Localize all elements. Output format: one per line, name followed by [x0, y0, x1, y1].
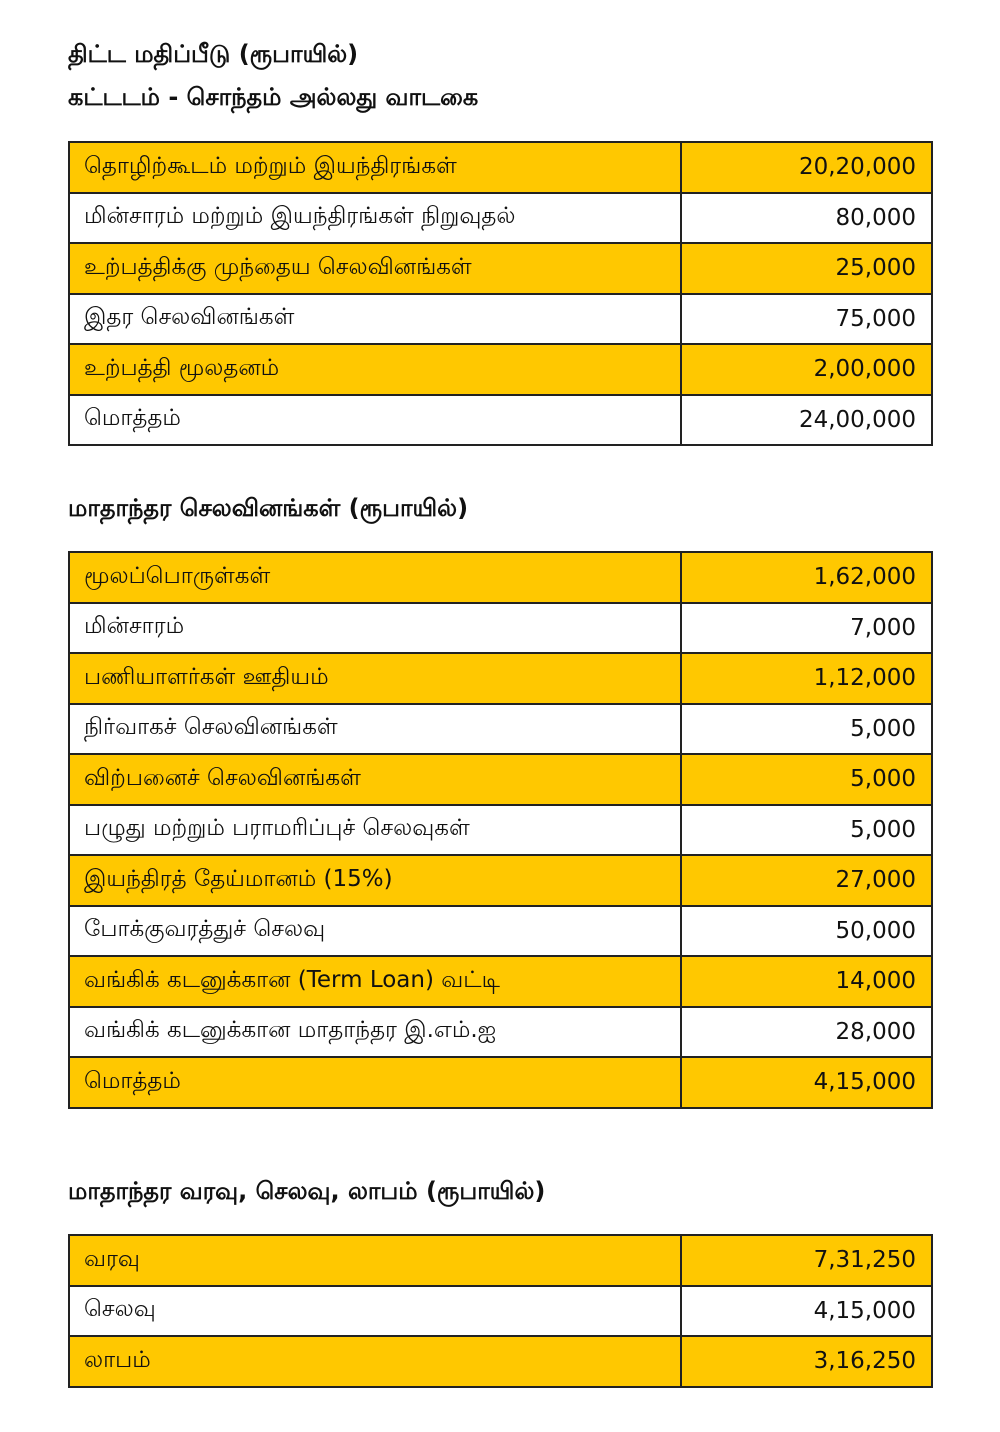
monthly-summary-title: மாதாந்தர வரவு, செலவு, லாபம் (ரூபாயில்) — [68, 1177, 546, 1205]
row-label: விற்பனைச் செலவினங்கள் — [69, 754, 681, 805]
row-label: மின்சாரம் — [69, 603, 681, 654]
row-label: மூலப்பொருள்கள் — [69, 552, 681, 603]
row-amount: 1,12,000 — [681, 653, 932, 704]
page-title: திட்ட மதிப்பீடு (ரூபாயில்) — [68, 40, 359, 68]
table-row — [69, 344, 932, 395]
table-row — [69, 906, 932, 957]
project-estimate-table — [68, 141, 933, 446]
row-amount: 5,000 — [681, 754, 932, 805]
row-label: தொழிற்கூடம் மற்றும் இயந்திரங்கள் — [69, 142, 681, 193]
row-label: வங்கிக் கடனுக்கான மாதாந்தர இ.எம்.ஐ — [69, 1007, 681, 1058]
row-amount: 5,000 — [681, 704, 932, 755]
row-amount: 80,000 — [681, 193, 932, 244]
row-amount: 25,000 — [681, 243, 932, 294]
row-label: உற்பத்தி மூலதனம் — [69, 344, 681, 395]
income-row — [69, 1235, 932, 1286]
row-label: வரவு — [69, 1235, 681, 1286]
table-row — [69, 855, 932, 906]
total-amount: 24,00,000 — [681, 395, 932, 446]
monthly-expenses-title: மாதாந்தர செலவினங்கள் (ரூபாயில்) — [68, 494, 469, 522]
table-row — [69, 1007, 932, 1058]
total-amount: 4,15,000 — [681, 1057, 932, 1108]
row-label: மின்சாரம் மற்றும் இயந்திரங்கள் நிறுவுதல் — [69, 193, 681, 244]
table-row — [69, 294, 932, 345]
row-amount: 50,000 — [681, 906, 932, 957]
row-amount: 20,20,000 — [681, 142, 932, 193]
table-row — [69, 805, 932, 856]
row-amount: 27,000 — [681, 855, 932, 906]
row-label: போக்குவரத்துச் செலவு — [69, 906, 681, 957]
table-row — [69, 704, 932, 755]
row-amount: 75,000 — [681, 294, 932, 345]
row-amount: 2,00,000 — [681, 344, 932, 395]
table-row — [69, 552, 932, 603]
row-label: நிர்வாகச் செலவினங்கள் — [69, 704, 681, 755]
row-amount: 28,000 — [681, 1007, 932, 1058]
total-row — [69, 1057, 932, 1108]
row-amount: 7,31,250 — [681, 1235, 932, 1286]
row-label: லாபம் — [69, 1336, 681, 1387]
profit-row — [69, 1336, 932, 1387]
row-label: உற்பத்திக்கு முந்தைய செலவினங்கள் — [69, 243, 681, 294]
table-row — [69, 142, 932, 193]
row-label: இதர செலவினங்கள் — [69, 294, 681, 345]
total-label: மொத்தம் — [69, 395, 681, 446]
table-row — [69, 754, 932, 805]
row-amount: 7,000 — [681, 603, 932, 654]
total-label: மொத்தம் — [69, 1057, 681, 1108]
row-label: பணியாளர்கள் ஊதியம் — [69, 653, 681, 704]
monthly-summary-table — [68, 1234, 933, 1388]
row-label: பழுது மற்றும் பராமரிப்புச் செலவுகள் — [69, 805, 681, 856]
row-label: இயந்திரத் தேய்மானம் (15%) — [69, 855, 681, 906]
row-label: செலவு — [69, 1286, 681, 1337]
total-row — [69, 395, 932, 446]
table-row — [69, 603, 932, 654]
page-subtitle: கட்டடம் - சொந்தம் அல்லது வாடகை — [68, 83, 479, 111]
table-row — [69, 193, 932, 244]
row-label: வங்கிக் கடனுக்கான (Term Loan) வட்டி — [69, 956, 681, 1007]
monthly-expenses-table — [68, 551, 933, 1109]
table-row — [69, 956, 932, 1007]
row-amount: 14,000 — [681, 956, 932, 1007]
row-amount: 1,62,000 — [681, 552, 932, 603]
row-amount: 4,15,000 — [681, 1286, 932, 1337]
table-row — [69, 653, 932, 704]
table-row — [69, 243, 932, 294]
row-amount: 5,000 — [681, 805, 932, 856]
row-amount: 3,16,250 — [681, 1336, 932, 1387]
expense-row — [69, 1286, 932, 1337]
